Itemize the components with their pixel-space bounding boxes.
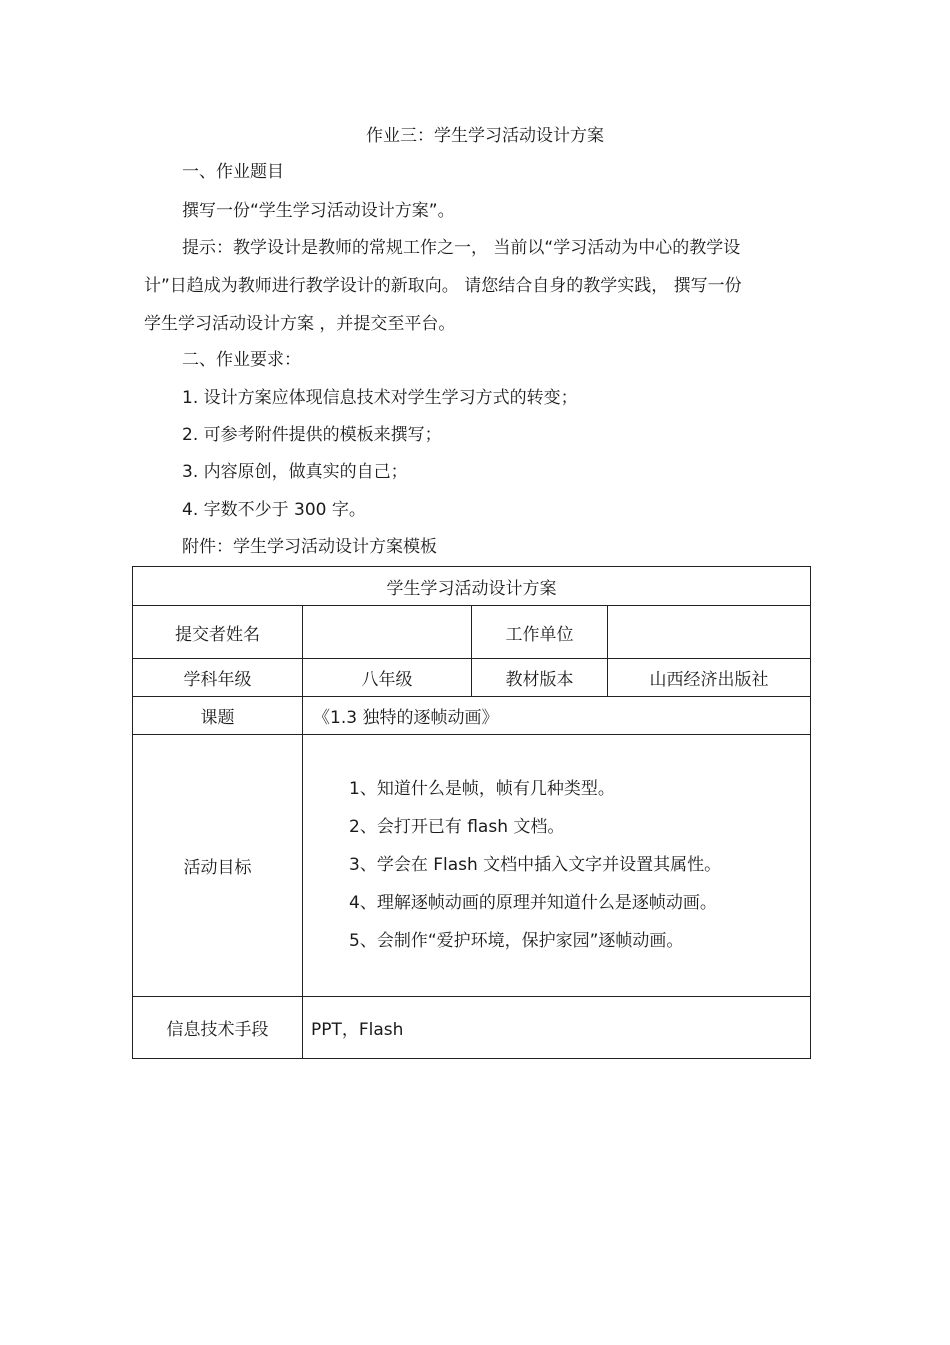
- goals-row: [133, 735, 811, 997]
- tech-row: [133, 997, 811, 1059]
- submitter-label: 提交者姓名: [133, 606, 303, 659]
- requirement-item: 4. 字数不少于 300 字。: [182, 500, 366, 520]
- topic-label: 课题: [133, 697, 303, 735]
- edition-label: 教材版本: [472, 659, 608, 697]
- goals-label: 活动目标: [133, 735, 303, 997]
- requirement-item: 3. 内容原创，做真实的自己；: [182, 462, 408, 482]
- topic-row: [133, 697, 811, 735]
- design-form-table: [132, 566, 811, 1059]
- submitter-value: [303, 606, 472, 659]
- goal-item: 5、会制作“爱护环境，保护家园”逐帧动画。: [349, 931, 684, 951]
- grade-row: [133, 659, 811, 697]
- form-header-row: [133, 567, 811, 606]
- goal-item: 1、知道什么是帧，帧有几种类型。: [349, 779, 615, 799]
- requirement-item: 2. 可参考附件提供的模板来撰写；: [182, 425, 442, 445]
- page-title: 作业三：学生学习活动设计方案: [366, 126, 604, 146]
- attachment-label: 附件：学生学习活动设计方案模板: [182, 537, 437, 557]
- goal-item: 2、会打开已有 flash 文档。: [349, 817, 565, 837]
- requirement-item: 1. 设计方案应体现信息技术对学生学习方式的转变；: [182, 388, 578, 408]
- submitter-row: [133, 606, 811, 659]
- section2-heading: 二、作业要求：: [182, 350, 301, 370]
- hint-line-1: 提示：教学设计是教师的常规工作之一， 当前以“学习活动为中心的教学设: [182, 238, 741, 258]
- tech-label: 信息技术手段: [133, 997, 303, 1059]
- goal-item: 3、学会在 Flash 文档中插入文字并设置其属性。: [349, 855, 722, 875]
- workplace-label: 工作单位: [472, 606, 608, 659]
- tech-value: PPT，Flash: [303, 997, 811, 1059]
- edition-value: 山西经济出版社: [608, 659, 811, 697]
- form-header: 学生学习活动设计方案: [133, 567, 811, 606]
- topic-value: 《1.3 独特的逐帧动画》: [303, 697, 811, 735]
- workplace-value: [608, 606, 811, 659]
- grade-value: 八年级: [303, 659, 472, 697]
- grade-label: 学科年级: [133, 659, 303, 697]
- hint-line-3: 学生学习活动设计方案 ，并提交至平台。: [144, 314, 456, 334]
- assignment-text: 撰写一份“学生学习活动设计方案”。: [182, 201, 455, 221]
- goal-item: 4、理解逐帧动画的原理并知道什么是逐帧动画。: [349, 893, 717, 913]
- goals-list: [303, 735, 811, 997]
- section1-heading: 一、作业题目: [182, 162, 284, 182]
- hint-line-2: 计”日趋成为教师进行教学设计的新取向。 请您结合自身的教学实践， 撰写一份: [144, 276, 742, 296]
